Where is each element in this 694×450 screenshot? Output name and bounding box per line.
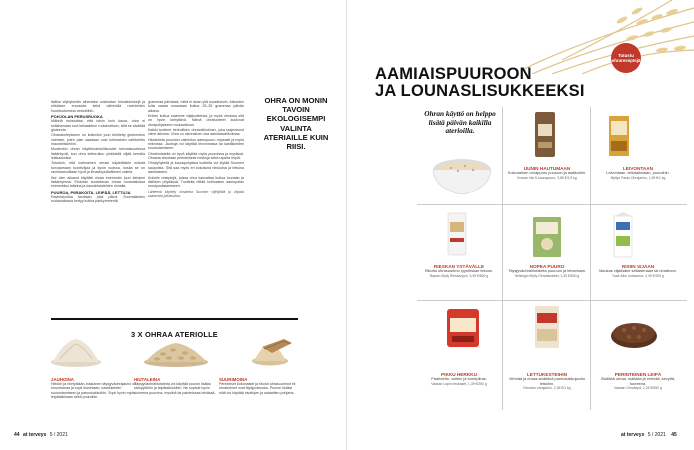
issue: 5 / 2021 [647,432,666,438]
product-meta: Myllyn Paras Ohrajauho, 1,59 €/1 kg [610,175,666,180]
grid-divider [417,300,687,301]
grain-name: SUURIMOINA [219,377,248,382]
col1-para1: Mäkelä muistuttaa, että toisin kuin kaura, ohra ei sellaisenaan sovi keliaakikon ruokavalioon, sillä se sisältää gluteenia. [51,119,145,133]
product-name: LETTUKESTEIHIN [526,372,568,377]
grain-name: JAUHOINA [51,377,74,382]
product-name: UUNIN HAUTUMAAN [523,166,571,171]
col2-para5: Ohrahiutaleita on hyvä käyttää myös puuroissa ja myslissä. Ohrasta leivotaan perinteisesti rieskoja sekä rapeita leipiä. [148,151,244,161]
product-desc: Maukas viljalisäke sellaisenaan tai ohrattoon. [599,268,677,273]
grain-text: Hiedon ja mietytäkän-makuinen täysjyväohrajauho on muuntamaa ja sopii leivontaan, kastikkeiden suurustamiseen ja pannukakkuihin. Sopii hyvin myös leipätaikinaan sekä puuroihin. [51,382,137,400]
grain-suurimoina [219,377,299,395]
page-number: 44 [14,432,20,438]
section-rule [51,318,298,320]
product-card [507,264,587,278]
grain-stalks-icon [522,0,694,74]
body-column-2 [148,100,244,278]
right-page [347,0,694,450]
footer-left [14,432,68,438]
col2-caption: Lähteenä käytetty ohrainfoa Suomen viljelijöiltä ja viljasta saatavista julkaisuista. [148,189,244,198]
product-card [595,264,681,278]
col1-para2: Ohrarakeleykseen on kuitenkin juuri kehitetty gluteeniton valmiste, joten pian saadaan uusi kotimainen vaihtoehto maustetiskeihin. [51,133,145,147]
flakes-pile-icon [143,339,209,367]
product-meta: Kinnarin ohrajauho, 2,35 €/1 kg [523,386,571,391]
product-meta: Kravan riisi & kaurapuuro, 3,85 €/1,5 kg [517,175,577,180]
grid-divider [590,107,591,410]
product-bag-image [534,110,556,158]
headline-line1: AAMIAISPUUROON [375,65,532,83]
section-title: 3 X OHRAA ATERIOLLE [131,330,218,339]
pull-quote: OHRA ON MONIN TAVOIN EKOLOGISEMPI VALINTA ATERIAILLE KUIN RIISI. [263,96,329,152]
page-headline [375,66,615,100]
grain-name: HIUTALEINA [134,377,161,382]
col2-para1: grammaa päivässä, mikä ei aivan yllä suosituksiin. Aikuisten tulisi saada ruoastaan kuitua 25–35 grammaa päivän aikana. [148,100,244,113]
product-meta: Helsingin Mylly Ohrahiutaleet, 1,39 €/500 g [514,273,580,278]
col2-para2: Eniten kuitua saamme viljatuotteista, ja myös ohrassa sitä on hyvin kertyttävä. Nämä ohratuotteet kuuluvat ohrapohjaiseen ruokavalioon. [148,114,244,127]
product-card [595,166,681,180]
product-name: NOPEA PUURO [529,264,565,269]
product-desc: Paahdettu, voitelu ja tuorepiiras. [431,376,487,381]
product-meta: Vaasan Ohraleipä, 2,25 €/550 g [614,386,662,391]
product-flour-image [533,305,561,349]
grain-text: Täysjyväohrahiutaleita voi käyttää puuron lisäksi sämpylöihin ja leipätaikinoihin. Ne sopivat hyvin tuoreena puurona, myslinä tai paistetussa leivässä. [134,382,216,395]
product-bag-image [446,308,480,348]
product-meta: Yoair Alku ruokaohra, 2,49 €/300 g [612,273,664,278]
product-desc: Täysjyväohrahiutaleita puuroon ja leivontaan. [507,268,587,273]
product-name: PIKKU HERKKU [441,372,477,377]
product-card [419,264,499,278]
product-box-image [532,216,562,258]
porridge-bowl-image [431,150,493,198]
product-name: RIESKAN YSTÄVÄLLE [433,264,485,269]
col2-para3: Kaikki tuotteet herkullisen ohravalikoiman, joka laajentunut viime aikoina. Ohra on olennainen osa aamiaisvalikoimaa. [148,128,244,137]
product-bread-image [609,310,659,350]
barley-scoop-icon [250,337,296,367]
product-meta: Rapion Mylly Rieskaryyni, 3,49 €/800 g [429,273,489,278]
col2-para4: Hiutaleista puuroksi valmistuu aamupuuro nopeasti ja myös mikrossa. Jauhoja voi käyttää leivonnassa tai kastikkeiden suurustamiseen. [148,137,244,151]
product-name: LEIVONTAAN [622,166,654,171]
grain-text: Perinteiset kokonaiset ja rikotut ohrasuurimot eli ohrahelmet ovat täysjyväruoka. Puuron lisäksi niitä voi käyttää risottojen ja salaattien pohjana. [219,382,296,395]
col1-para3: Muutenkin ohran käyttömahdollisuudet tulevaisuudessa lisääntyvät, kun ohra ketteroituu yhdistellä viljää kerralla leikkauksiksi. [51,147,145,161]
flour-pile-icon [50,337,102,367]
grid-divider [417,204,687,205]
grain-jauhoina [51,377,137,399]
col1-intro: lisäksi viljelykiertto alhentaisi uusimalan tuholaisriskejä ja ehkäisee eroosiota sekä vähentää ravinteiden huuhtoutumista vesistöihin. [51,100,145,113]
product-desc: Rikottu ohrasuurimo ryyniriskan tekoon. [424,268,494,273]
subhead-perusruoka: POHJOLAN PERUSRUOKA [51,114,103,120]
col1-para4: Toivoisin, että kotimainen ohrasi käytettäisiin entistä korvaamaan tuontiviljaa ja kyvin ruoissa, koska se on ravintoarvoiltaan hyvä ja ilmastoystävällinen valinta. [51,161,145,175]
product-desc: Leivontaan, lettutaikinaan, puuroihin. [606,170,670,175]
issue: 5 / 2021 [49,432,68,438]
footer-right [621,432,677,438]
grid-divider [502,107,503,410]
product-pack-image [608,115,630,157]
product-name: RISIIN SIJAAN [621,264,655,269]
magazine-name: at terveys [22,432,47,438]
headline-line2: JA LOUNASLISUKKEEKSI [375,82,585,100]
product-bag-image [447,212,467,256]
product-name: PERINTEINEN LEIPÄ [614,372,662,377]
product-meta: Vaasan Lapin rieskaset, 1,39 €/260 g [431,381,487,386]
col1-para6: Ravintokuitua tarvitaan joka päivä. Suomalaisten ruokavaliossa kertyy kuitua parikymmentä [51,194,145,204]
product-card [419,372,499,386]
product-card [507,166,587,180]
body-column-1 [51,100,145,250]
intro-text: Ohran käyttö on helppo lisätä päivän kaikilla aterioilla. [424,109,496,136]
subhead-puuroa: PUUROA, PIIRAKOITA, LEIPÄÄ, LETTUJA [51,189,131,195]
col2-para7: Kokeile reseptejä, joissa ohra kasvattaa kuitua lounaan ja illallisen pöydässä. Tuotteita riittää kotimaisen aamupalan monipuolistamiseen. [148,175,244,189]
col1-para5: Ilse olen alkanut käyttää ohraa enemmän juuri tietojeni lisääntyessä. Ehdotan suosittavan ohraa ruoanlaitossa esimerkiksi tatteina ja kaurahiutaleiden rinnalla. [51,175,145,189]
product-carton-image [613,212,633,258]
product-desc: Sisältää ohraa, maltaita ja vehnää, kevyttä, tuoreena. [600,376,676,386]
product-desc: Vehnää ja ohraa sisältävä pannukakkujauho lettuihin. [508,376,586,386]
product-card [507,372,587,390]
product-card [595,372,681,390]
grain-hiutaleina [134,377,216,395]
col2-para6: Ohralyhyteitä ja kaurapohjaisia tuotteita voi löytää Suomen kaupoista. Sitä saa myös eri kokoisina rieskoina ja lettuina aamiaiseksi. [148,161,244,175]
magazine-name: at terveys [621,432,645,438]
product-desc: Kokonainen ohrapuuro puuroon ja laatikoihin. [507,170,587,175]
page-number: 45 [671,432,677,438]
recipes-badge[interactable]: Tutustu ohrareseptejä [611,43,641,73]
